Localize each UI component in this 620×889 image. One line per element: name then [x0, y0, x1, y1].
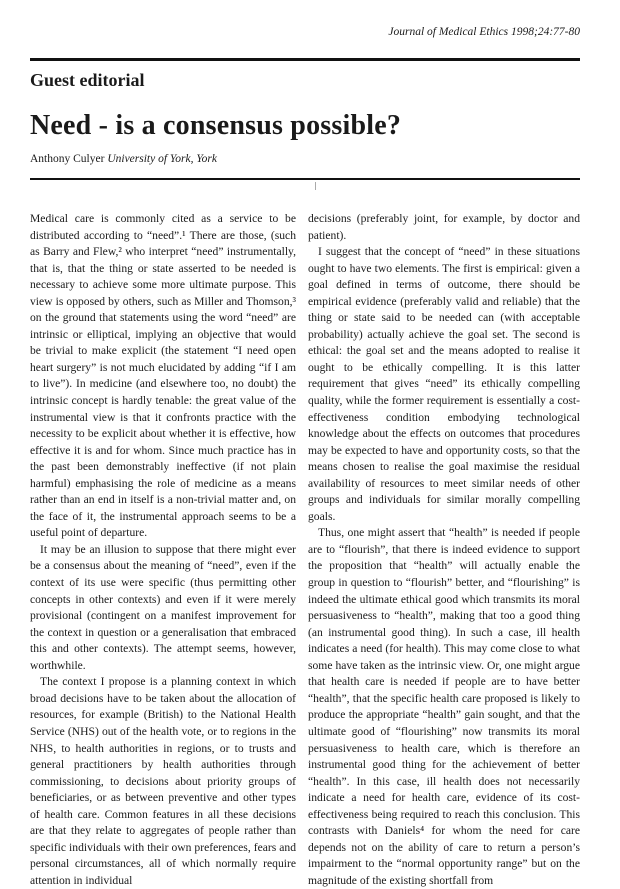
paragraph: Medical care is commonly cited as a service to be distributed according to “need”.¹ There are those, (such as Barry and Flew,² who interpret “need” instrumentally, that is, that the thing or state asserted to be needed is necessary to achieve some more ultimate purpose. This view is opposed by others, such as Miller and Thomson,³ on the ground that statements using the word “need” are intrinsic or elliptical, implying an objective that would be trivial to make explicit (the statement “I need open heart surgery” is not much elucidated by adding “if I am to live”). In medicine (and elsewhere too, no doubt) the intrinsic concept is hardly tenable: the great value of the instrumental view is that it confronts practice with the necessity to be explicit about whether it is effective, how effective it is and for whom. Since much practice has in the past been demonstrably ineffective (if not plain harmful) emphasising the role of medicine as a means rather than an end in itself is a non-trivial matter and, on the face of it, the instrumental approach seems to be a useful point of departure.: [30, 212, 296, 540]
paragraph: The context I propose is a planning context in which broad decisions have to be taken about the allocation of resources, for example (British) to the National Health Service (NHS) out of the health vote, or to regions in the NHS, to health authorities in regions, or to trusts and general practitioners by health authorities through commissioning, to decisions about priority groups of beneficiaries, or as between preventive and other types of health care. Common features in all these decisions are that they relate to aggregates of people rather than specific individuals with their own preferences, fears and personal circumstances, all of which normally require attention in individual: [30, 675, 296, 887]
paragraph: decisions (preferably joint, for example, by doctor and patient).: [308, 212, 580, 242]
article-title: Need - is a consensus possible?: [30, 110, 402, 141]
header-bottom-rule: [30, 178, 580, 180]
journal-reference: Journal of Medical Ethics 1998;24:77-80: [388, 26, 580, 38]
paragraph: I suggest that the concept of “need” in these situations ought to have two elements. The first is empirical: given a goal defined in terms of outcome, there should be empirical evidence (preferably valid and reliable) that the thing or state said to be needed can (with acceptable probability) actually achieve the goal set. The second is ethical: the goal set and the means adopted to realise it ought to be ethically compelling. It is this latter requirement that gives “need” its ethically compelling quality, while the former requirement is essentially a cost-effectiveness condition embodying technological knowledge about the effects on outcomes that procedures may be expected to have and opportunity costs, so that the means chosen to realise the goal maximise the residual availability of resources to meet similar needs of other groups and individuals for similar morally compelling goals.: [308, 245, 580, 523]
section-label: Guest editorial: [30, 70, 145, 90]
paragraph: It may be an illusion to suppose that there might ever be a consensus about the meaning of “need”, even if the context of its use were specific (thus permitting other concepts in other contexts) and even if it were merely provisional (contingent on a manifest improvement for the context in question or a generalisation that embraced this and other contexts). The attempt seems, however, worthwhile.: [30, 542, 296, 672]
paragraph: Thus, one might assert that “health” is needed if people are to “flourish”, that there is indeed evidence to support the proposition that “health” will actually enable the group in question to “flourish” better, and “flourishing” is indeed the ultimate ethical good which transmits its moral persuasiveness to “health”, making that too a good thing (an instrumental good thing). In such a case, ill health indicates a need (for health). This may come close to what some have taken as the intrinsic view. Or, one might argue that health care is needed if people are to have better “health”, that the specific health care proposed is likely to produce the appropriate “health” gain sought, and that the ultimate good of “flourishing” now transmits its moral persuasiveness to health care, which is therefore an instrumental good thing for the achievement of better “health”. In this case, ill health does not necessarily indicate a need for health care, evidence of its cost-effectiveness being required to reach this conclusion. This contrasts with Daniels⁴ for whom the need for care depends not on the ability of care to return a person’s impairment to the “normal opportunity range” but on the magnitude of the existing shortfall from: [308, 526, 580, 887]
byline: [30, 153, 217, 165]
author-name: Anthony Culyer: [30, 153, 105, 165]
column-tick: [315, 182, 316, 190]
top-rule: [30, 58, 580, 61]
author-affiliation: University of York, York: [107, 153, 218, 165]
body-column-right: [308, 211, 580, 889]
body-column-left: [30, 211, 296, 889]
